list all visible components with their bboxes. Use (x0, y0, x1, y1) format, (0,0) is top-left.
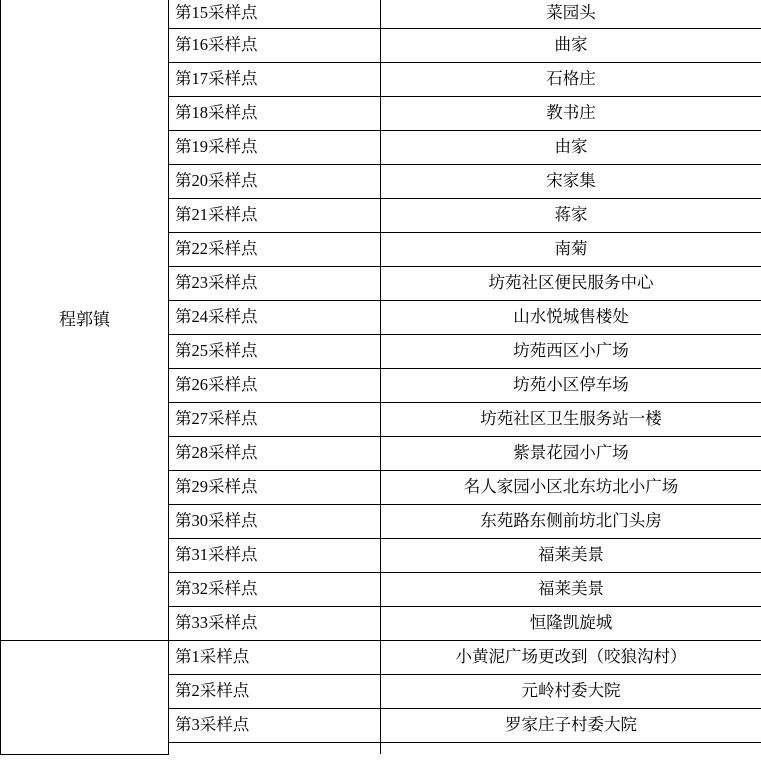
sampling-point-cell: 第26采样点 (169, 368, 381, 402)
location-cell: 山水悦城售楼处 (381, 300, 761, 334)
location-cell: 元岭村委大院 (381, 674, 761, 708)
sampling-point-cell: 第21采样点 (169, 198, 381, 232)
sampling-point-cell: 第20采样点 (169, 164, 381, 198)
sampling-point-cell: 第24采样点 (169, 300, 381, 334)
town-name: 程郭镇 (59, 309, 110, 329)
sampling-point-cell: 第17采样点 (169, 62, 381, 96)
table-row (1, 640, 761, 674)
table-row (1, 0, 761, 28)
location-cell: 紫景花园小广场 (381, 436, 761, 470)
location-cell: 坊苑社区便民服务中心 (381, 266, 761, 300)
location-cell: 福莱美景 (381, 572, 761, 606)
location-cell: 石格庄 (381, 62, 761, 96)
location-cell: 由家 (381, 130, 761, 164)
location-cell: 教书庄 (381, 96, 761, 130)
sampling-point-cell (169, 742, 381, 754)
location-cell: 坊苑西区小广场 (381, 334, 761, 368)
location-cell: 东苑路东侧前坊北门头房 (381, 504, 761, 538)
sampling-point-cell: 第19采样点 (169, 130, 381, 164)
location-cell (381, 742, 761, 754)
location-cell: 菜园头 (381, 0, 761, 28)
sampling-point-cell: 第29采样点 (169, 470, 381, 504)
sampling-point-cell: 第33采样点 (169, 606, 381, 640)
sampling-point-cell: 第27采样点 (169, 402, 381, 436)
sampling-point-cell: 第18采样点 (169, 96, 381, 130)
location-cell: 坊苑小区停车场 (381, 368, 761, 402)
sampling-point-cell: 第3采样点 (169, 708, 381, 742)
location-cell: 南菊 (381, 232, 761, 266)
sampling-point-cell: 第32采样点 (169, 572, 381, 606)
table-body (1, 0, 761, 754)
town-cell (1, 640, 169, 754)
sampling-point-cell: 第30采样点 (169, 504, 381, 538)
location-cell: 福莱美景 (381, 538, 761, 572)
town-cell (1, 0, 169, 640)
location-cell: 蒋家 (381, 198, 761, 232)
location-cell: 小黄泥广场更改到（咬狼沟村） (381, 640, 761, 674)
location-cell: 宋家集 (381, 164, 761, 198)
sampling-point-cell: 第25采样点 (169, 334, 381, 368)
sampling-point-cell: 第31采样点 (169, 538, 381, 572)
location-cell: 恒隆凯旋城 (381, 606, 761, 640)
location-cell: 名人家园小区北东坊北小广场 (381, 470, 761, 504)
sampling-point-cell: 第22采样点 (169, 232, 381, 266)
location-cell: 曲家 (381, 28, 761, 62)
sampling-point-cell: 第16采样点 (169, 28, 381, 62)
location-cell: 坊苑社区卫生服务站一楼 (381, 402, 761, 436)
location-cell: 罗家庄子村委大院 (381, 708, 761, 742)
sampling-point-cell: 第2采样点 (169, 674, 381, 708)
sampling-point-cell: 第23采样点 (169, 266, 381, 300)
sampling-point-cell: 第15采样点 (169, 0, 381, 28)
sampling-point-cell: 第28采样点 (169, 436, 381, 470)
sampling-point-cell: 第1采样点 (169, 640, 381, 674)
